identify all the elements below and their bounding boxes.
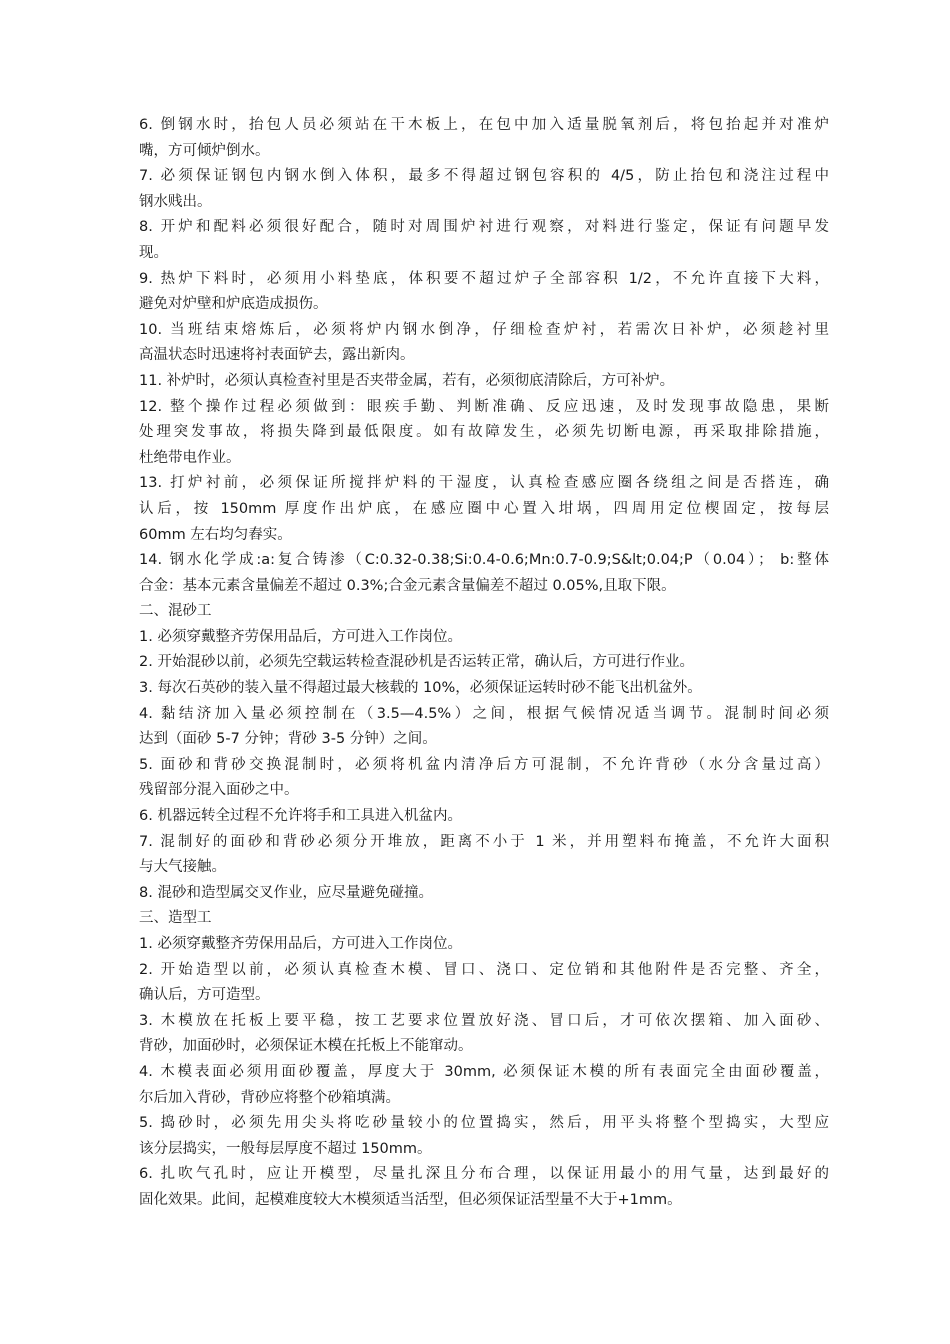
list-item [139, 215, 829, 266]
list-item [139, 1060, 829, 1111]
text-line: 10. 当班结束熔炼后，必须将炉内钢水倒净，仔细检查炉衬，若需次日补炉，必须趁衬里 [139, 321, 829, 338]
list-item [139, 267, 829, 318]
section-heading [139, 599, 829, 625]
text-line: 高温状态时迅速将衬表面铲去，露出新肉。 [139, 347, 415, 364]
list-item [139, 471, 829, 548]
text-line: 14. 钢水化学成:a:复合铸渗（C:0.32-0.38;Si:0.4-0.6;Mn:0.7-0.9;S&lt;0.04;P（0.04）； b:整体 [139, 552, 829, 569]
text-line: 4. 木模表面必须用面砂覆盖，厚度大于 30mm, 必须保证木模的所有表面完全由面砂覆盖， [139, 1063, 829, 1080]
text-line: 确认后，方可造型。 [139, 987, 270, 1004]
list-item [139, 676, 829, 702]
text-line: 7. 混制好的面砂和背砂必须分开堆放，距离不小于 1 米，并用塑料布掩盖，不允许大面积 [139, 833, 829, 850]
text-line: 8. 混砂和造型属交叉作业，应尽量避免碰撞。 [139, 884, 433, 901]
list-item [139, 830, 829, 881]
text-line: 嘴，方可倾炉倒水。 [139, 142, 270, 159]
text-line: 达到（面砂 5-7 分钟；背砂 3-5 分钟）之间。 [139, 731, 437, 748]
text-line: 三、造型工 [139, 910, 212, 927]
list-item [139, 318, 829, 369]
text-line: 7. 必须保证钢包内钢水倒入体积，最多不得超过钢包容积的 4/5，防止抬包和浇注过程中 [139, 168, 829, 185]
text-line: 5. 捣砂时，必须先用尖头将吃砂量较小的位置捣实，然后，用平头将整个型捣实，大型应 [139, 1115, 829, 1132]
text-line: 2. 开始混砂以前，必须先空载运转检查混砂机是否运转正常，确认后，方可进行作业。 [139, 654, 694, 671]
text-line: 钢水贱出。 [139, 193, 212, 210]
list-item [139, 369, 829, 395]
text-line: 1. 必须穿戴整齐劳保用品后，方可进入工作岗位。 [139, 628, 462, 645]
list-item [139, 958, 829, 1009]
text-line: 避免对炉壁和炉底造成损伤。 [139, 296, 328, 313]
list-item [139, 1162, 829, 1213]
list-item [139, 702, 829, 753]
text-line: 13. 打炉衬前，必须保证所搅拌炉料的干湿度，认真检查感应圈各绕组之间是否搭连，确 [139, 475, 829, 492]
text-line: 6. 倒钢水时，抬包人员必须站在干木板上，在包中加入适量脱氧剂后，将包抬起并对准炉 [139, 117, 829, 133]
text-line: 残留部分混入面砂之中。 [139, 782, 299, 799]
text-line: 合金：基本元素含量偏差不超过 0.3%;合金元素含量偏差不超过 0.05%,且取下限。 [139, 577, 676, 594]
text-line: 背砂，加面砂时，必须保证木模在托板上不能窜动。 [139, 1038, 473, 1055]
text-line: 1. 必须穿戴整齐劳保用品后，方可进入工作岗位。 [139, 936, 462, 952]
section-heading [139, 906, 829, 932]
text-line: 6. 扎吹气孔时，应让开模型，尽量扎深且分布合理，以保证用最小的用气量，达到最好的 [139, 1166, 829, 1183]
text-line: 处理突发事故，将损失降到最低限度。如有故障发生，必须先切断电源，再采取排除措施， [139, 424, 829, 441]
list-item [139, 113, 829, 164]
list-item [139, 881, 829, 907]
text-line: 8. 开炉和配料必须很好配合，随时对周围炉衬进行观察，对料进行鉴定，保证有问题早发 [139, 219, 829, 236]
text-line: 与大气接触。 [139, 859, 226, 876]
text-line: 杜绝带电作业。 [139, 449, 241, 466]
text-line: 认后，按 150mm 厚度作出炉底，在感应圈中心置入坩埚，四周用定位楔固定，按每层 [139, 500, 829, 517]
text-line: 二、混砂工 [139, 603, 212, 620]
list-item [139, 164, 829, 215]
text-line: 60mm 左右均匀舂实。 [139, 526, 292, 543]
text-line: 2. 开始造型以前，必须认真检查木模、冒口、浇口、定位销和其他附件是否完整、齐全， [139, 961, 829, 978]
text-line: 3. 木模放在托板上要平稳，按工艺要求位置放好浇、冒口后，才可依次摆箱、加入面砂、 [139, 1012, 829, 1029]
list-item [139, 625, 829, 651]
text-line: 11. 补炉时，必须认真检查衬里是否夹带金属，若有，必须彻底清除后，方可补炉。 [139, 372, 675, 389]
text-line: 尔后加入背砂，背砂应将整个砂箱填满。 [139, 1089, 400, 1106]
list-item [139, 1009, 829, 1060]
text-line: 4. 黏结济加入量必须控制在（3.5—4.5%）之间，根据气候情况适当调节。混制时间必须 [139, 705, 829, 722]
list-item [139, 650, 829, 676]
text-line: 该分层捣实，一般每层厚度不超过 150mm。 [139, 1140, 432, 1157]
list-item [139, 548, 829, 599]
list-item [139, 804, 829, 830]
text-line: 3. 每次石英砂的装入量不得超过最大核载的 10%，必须保证运转时砂不能飞出机盆外。 [139, 680, 702, 697]
document-body [139, 113, 829, 1214]
text-line: 5. 面砂和背砂交换混制时，必须将机盆内清净后方可混制，不允许背砂（水分含量过高） [139, 756, 829, 773]
list-item [139, 395, 829, 472]
text-line: 现。 [139, 244, 168, 261]
text-line: 12. 整个操作过程必须做到：眼疾手勤、判断准确、反应迅速，及时发现事故隐患，果断 [139, 398, 829, 415]
text-line: 固化效果。此间，起模难度较大木模须适当活型，但必须保证活型量不大于+1mm。 [139, 1191, 682, 1208]
list-item [139, 932, 829, 958]
text-line: 6. 机器远转全过程不允许将手和工具进入机盆内。 [139, 808, 462, 825]
list-item [139, 1111, 829, 1162]
list-item [139, 753, 829, 804]
text-line: 9. 热炉下料时，必须用小料垫底，体积要不超过炉子全部容积 1/2，不允许直接下大料， [139, 270, 829, 287]
